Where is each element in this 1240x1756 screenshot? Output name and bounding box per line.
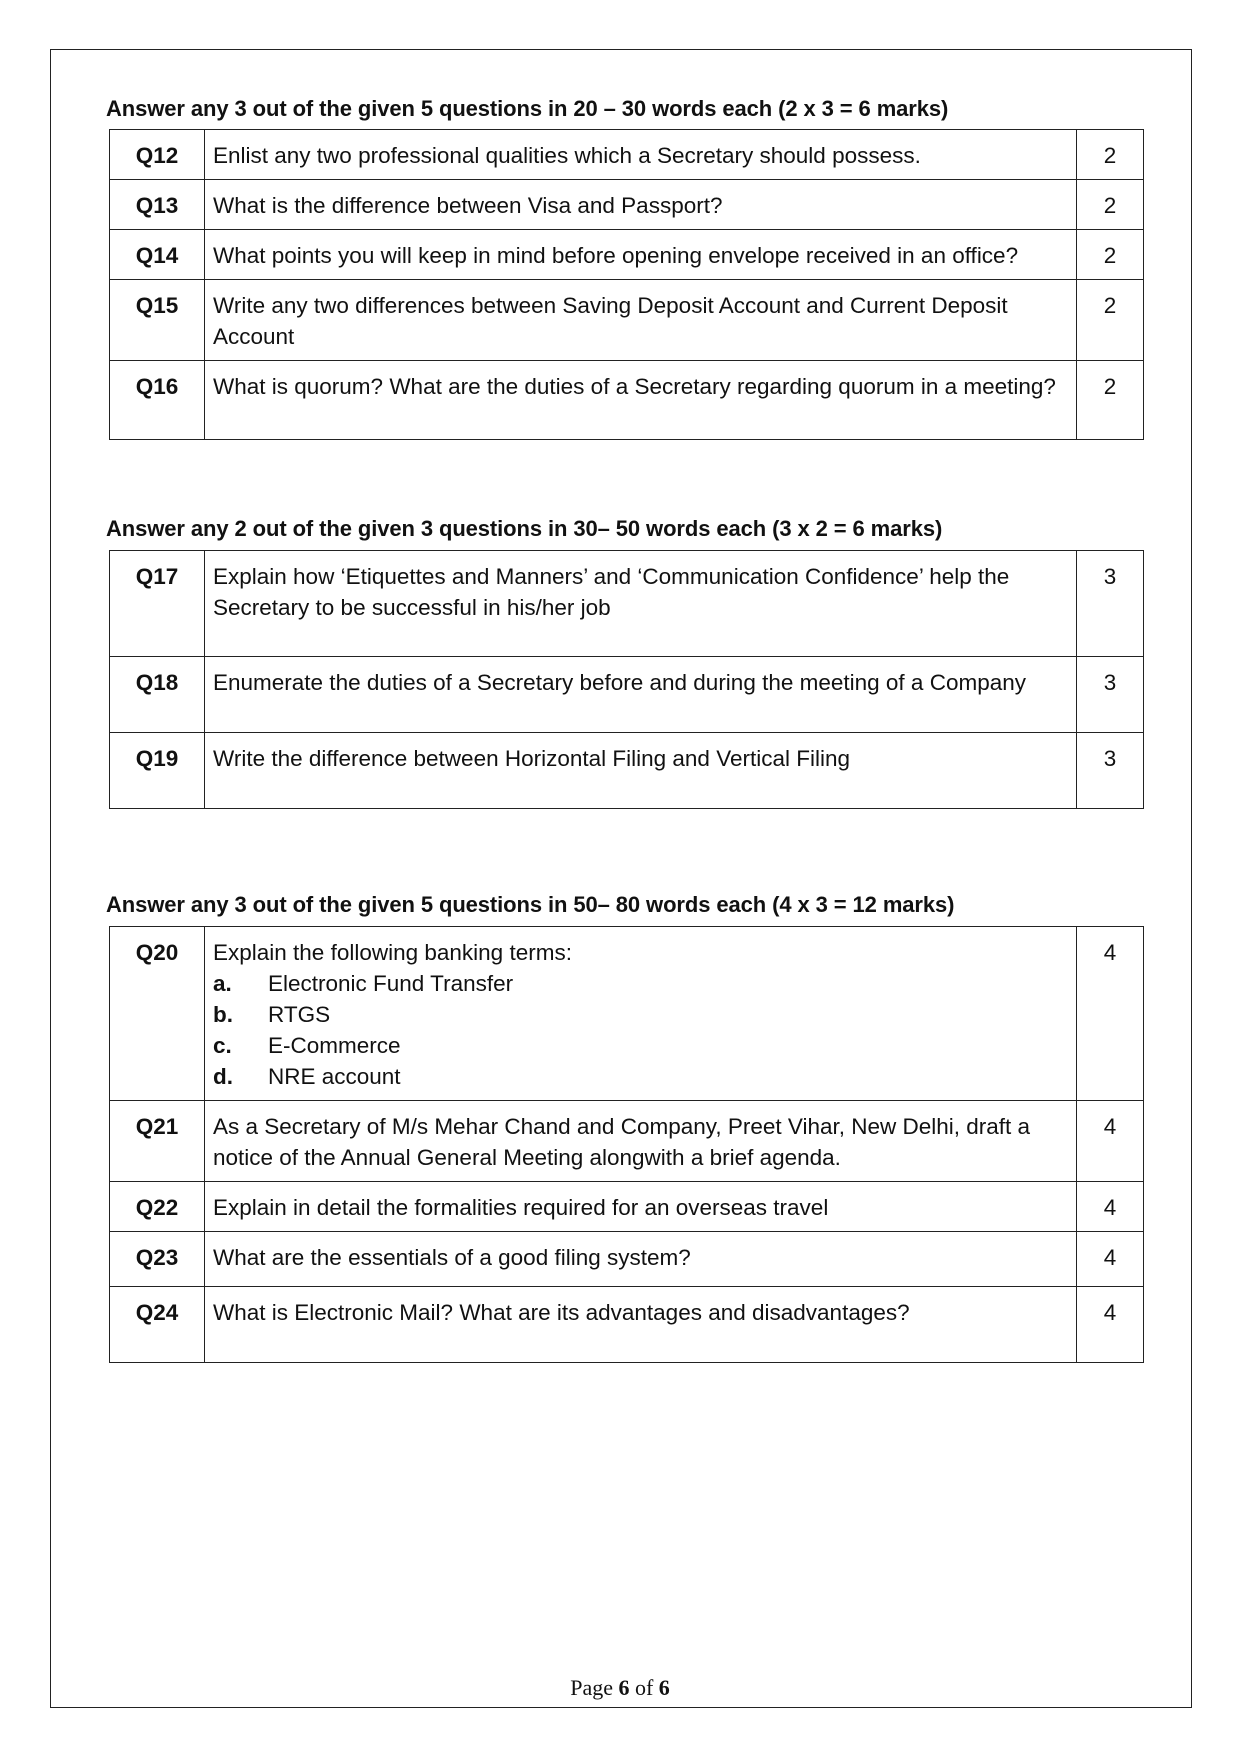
question-text: Explain in detail the formalities required for an overseas travel bbox=[205, 1182, 1077, 1232]
footer-current-page: 6 bbox=[618, 1675, 630, 1700]
question-number: Q21 bbox=[110, 1101, 205, 1182]
question-marks: 3 bbox=[1077, 657, 1144, 733]
sub-item bbox=[213, 1030, 1068, 1061]
question-row bbox=[110, 180, 1144, 230]
question-row bbox=[110, 1101, 1144, 1182]
question-number: Q15 bbox=[110, 280, 205, 361]
question-marks: 3 bbox=[1077, 551, 1144, 657]
sub-item bbox=[213, 999, 1068, 1030]
question-marks: 2 bbox=[1077, 280, 1144, 361]
sub-item-text: Electronic Fund Transfer bbox=[268, 971, 514, 996]
question-text: Enumerate the duties of a Secretary before and during the meeting of a Company bbox=[205, 657, 1077, 733]
sub-item-text: RTGS bbox=[268, 1002, 331, 1027]
question-row bbox=[110, 927, 1144, 1101]
question-number: Q24 bbox=[110, 1287, 205, 1363]
question-row bbox=[110, 1287, 1144, 1363]
question-marks: 2 bbox=[1077, 130, 1144, 180]
question-number: Q12 bbox=[110, 130, 205, 180]
question-text: What points you will keep in mind before opening envelope received in an office? bbox=[205, 230, 1077, 280]
question-text: Write any two differences between Saving Deposit Account and Current Deposit Account bbox=[205, 280, 1077, 361]
question-number: Q23 bbox=[110, 1232, 205, 1287]
question-marks: 2 bbox=[1077, 230, 1144, 280]
question-row bbox=[110, 361, 1144, 440]
page-footer bbox=[0, 1675, 1240, 1701]
question-number: Q16 bbox=[110, 361, 205, 440]
question-number: Q13 bbox=[110, 180, 205, 230]
question-number: Q14 bbox=[110, 230, 205, 280]
footer-total-pages: 6 bbox=[658, 1675, 670, 1700]
section-2-heading: Answer any 2 out of the given 3 questions in 30– 50 words each (3 x 2 = 6 marks) bbox=[106, 516, 943, 541]
question-marks: 4 bbox=[1077, 927, 1144, 1101]
question-number: Q22 bbox=[110, 1182, 205, 1232]
question-row bbox=[110, 657, 1144, 733]
sub-item-text: E-Commerce bbox=[268, 1033, 401, 1058]
sub-item bbox=[213, 968, 1068, 999]
question-number: Q20 bbox=[110, 927, 205, 1101]
sub-item-label: d. bbox=[213, 1064, 233, 1089]
section-3-heading: Answer any 3 out of the given 5 questions in 50– 80 words each (4 x 3 = 12 marks) bbox=[106, 892, 955, 917]
question-text-cell bbox=[205, 927, 1077, 1101]
question-text: Explain how ‘Etiquettes and Manners’ and ‘Communication Confidence’ help the Secretary to be successful in his/her job bbox=[205, 551, 1077, 657]
question-row bbox=[110, 733, 1144, 809]
question-number: Q19 bbox=[110, 733, 205, 809]
question-marks: 4 bbox=[1077, 1182, 1144, 1232]
sub-item bbox=[213, 1061, 1068, 1092]
question-row bbox=[110, 1232, 1144, 1287]
question-text: Enlist any two professional qualities which a Secretary should possess. bbox=[205, 130, 1077, 180]
section-3-table bbox=[109, 926, 1144, 1363]
sub-item-label: b. bbox=[213, 1002, 233, 1027]
question-marks: 2 bbox=[1077, 180, 1144, 230]
question-row bbox=[110, 130, 1144, 180]
sub-item-label: c. bbox=[213, 1033, 232, 1058]
question-text: What are the essentials of a good filing system? bbox=[205, 1232, 1077, 1287]
question-text: Write the difference between Horizontal Filing and Vertical Filing bbox=[205, 733, 1077, 809]
question-marks: 2 bbox=[1077, 361, 1144, 440]
question-text: As a Secretary of M/s Mehar Chand and Company, Preet Vihar, New Delhi, draft a notice of the Annual General Meeting alongwith a brief agenda. bbox=[205, 1101, 1077, 1182]
question-text: Explain the following banking terms: bbox=[213, 940, 572, 965]
sub-item-text: NRE account bbox=[268, 1064, 401, 1089]
question-text: What is the difference between Visa and Passport? bbox=[205, 180, 1077, 230]
question-text: What is Electronic Mail? What are its advantages and disadvantages? bbox=[205, 1287, 1077, 1363]
section-1-heading: Answer any 3 out of the given 5 questions in 20 – 30 words each (2 x 3 = 6 marks) bbox=[106, 96, 949, 121]
question-marks: 4 bbox=[1077, 1287, 1144, 1363]
question-marks: 4 bbox=[1077, 1101, 1144, 1182]
question-row bbox=[110, 551, 1144, 657]
section-1-table bbox=[109, 129, 1144, 440]
footer-of-word: of bbox=[634, 1675, 654, 1700]
footer-page-word: Page bbox=[570, 1675, 613, 1700]
section-2-table bbox=[109, 550, 1144, 809]
question-number: Q17 bbox=[110, 551, 205, 657]
question-marks: 4 bbox=[1077, 1232, 1144, 1287]
question-row bbox=[110, 280, 1144, 361]
question-row bbox=[110, 230, 1144, 280]
sub-item-label: a. bbox=[213, 971, 232, 996]
question-text: What is quorum? What are the duties of a Secretary regarding quorum in a meeting? bbox=[205, 361, 1077, 440]
question-marks: 3 bbox=[1077, 733, 1144, 809]
question-row bbox=[110, 1182, 1144, 1232]
question-number: Q18 bbox=[110, 657, 205, 733]
